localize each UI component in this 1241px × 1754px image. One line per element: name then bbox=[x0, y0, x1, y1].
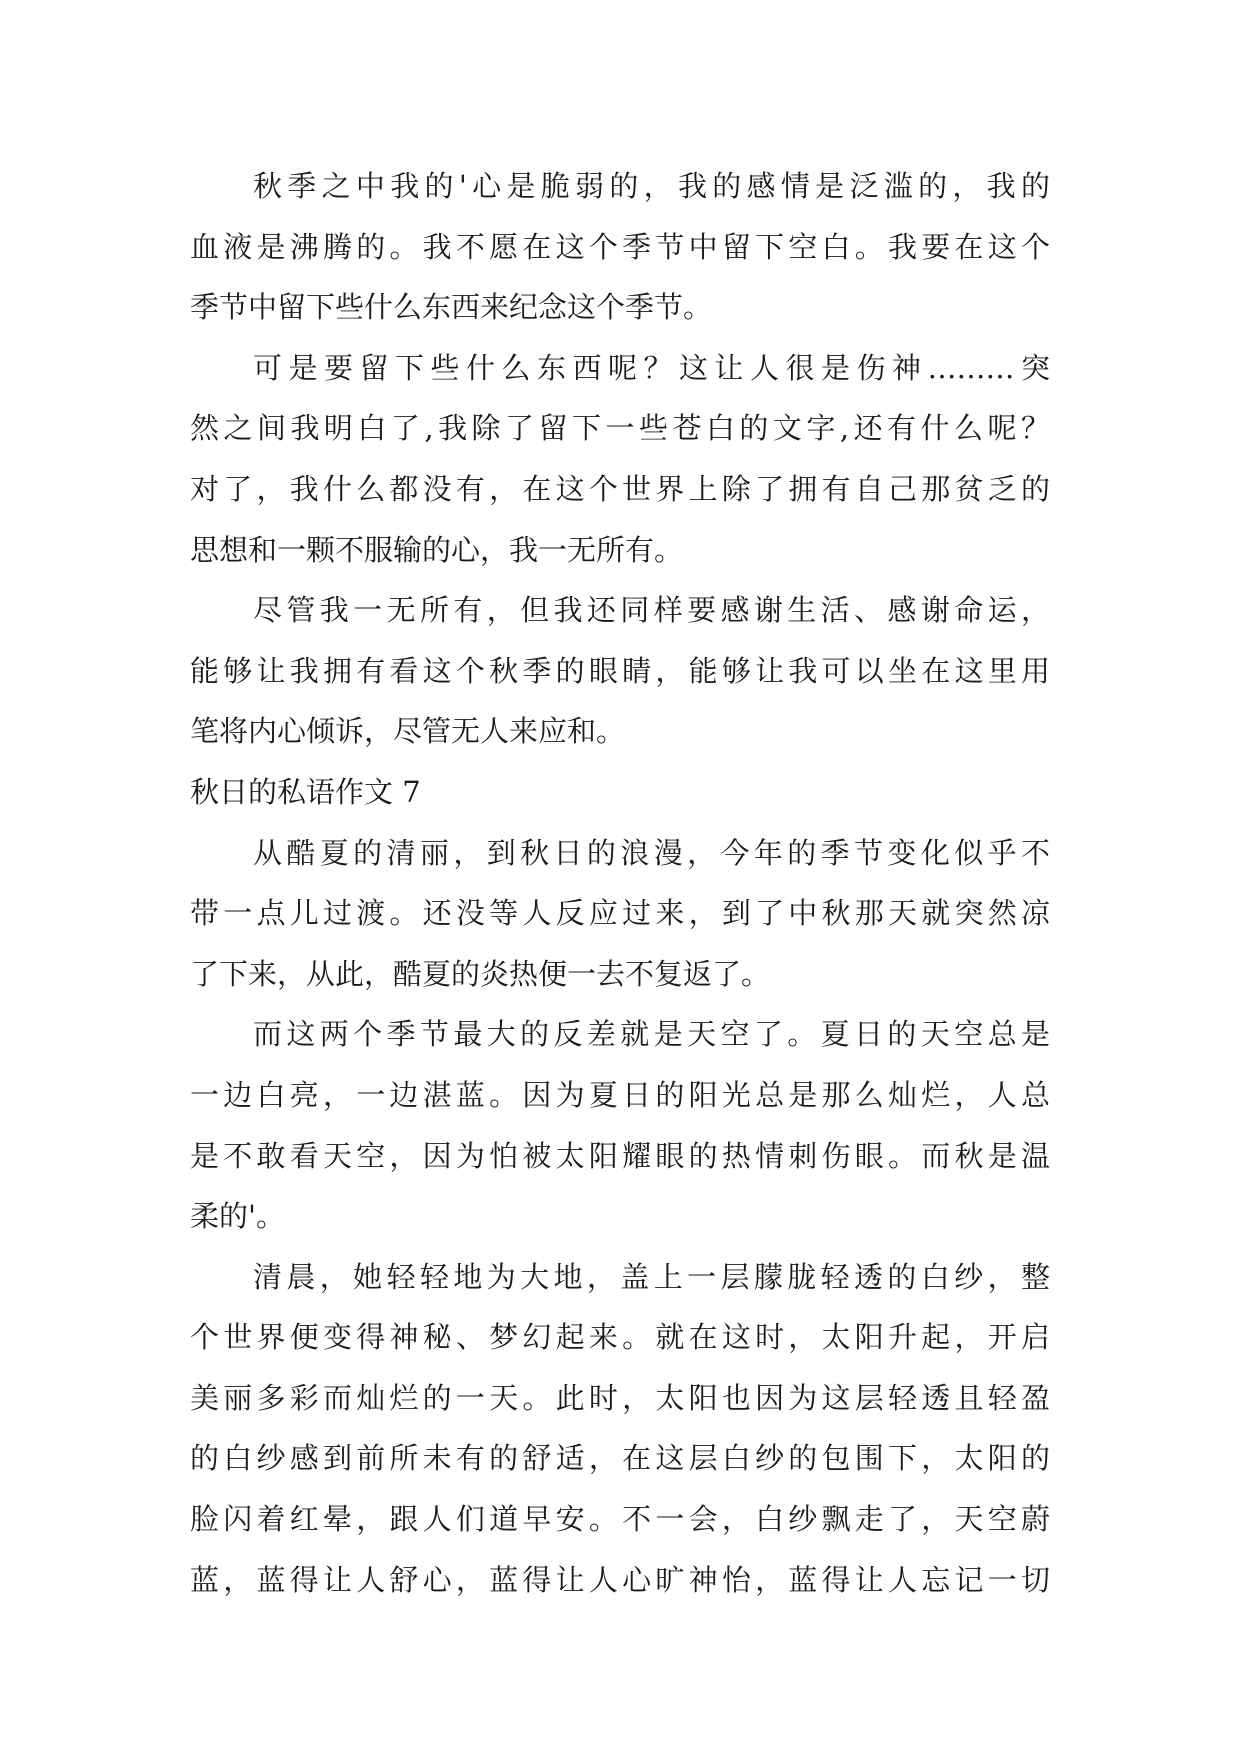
text-line: 个世界便变得神秘、梦幻起来。就在这时，太阳升起，开启 bbox=[190, 1320, 1050, 1355]
text-line: 血液是沸腾的。我不愿在这个季节中留下空白。我要在这个 bbox=[190, 229, 1050, 264]
heading-text: 秋日的私语作文 7 bbox=[190, 774, 421, 809]
paragraph-1 bbox=[190, 156, 1050, 338]
text-line: 能够让我拥有看这个秋季的眼睛，能够让我可以坐在这里用 bbox=[190, 653, 1050, 688]
text-line: 而这两个季节最大的反差就是天空了。夏日的天空总是 bbox=[253, 1017, 1050, 1052]
text-line: 可是要留下些什么东西呢？这让人很是伤神………突 bbox=[253, 350, 1050, 385]
text-line: 柔的'。 bbox=[190, 1199, 285, 1234]
text-line: 思想和一颗不服输的心，我一无所有。 bbox=[190, 532, 684, 567]
text-line: 脸闪着红晕，跟人们道早安。不一会，白纱飘走了，天空蔚 bbox=[190, 1502, 1050, 1537]
text-line: 了下来，从此，酷夏的炎热便一去不复返了。 bbox=[190, 956, 771, 991]
section-heading bbox=[190, 762, 1050, 823]
text-line: 尽管我一无所有，但我还同样要感谢生活、感谢命运， bbox=[253, 593, 1050, 628]
paragraph-6 bbox=[190, 1247, 1050, 1611]
text-line: 美丽多彩而灿烂的一天。此时，太阳也因为这层轻透且轻盈 bbox=[190, 1380, 1050, 1415]
text-line: 秋季之中我的'心是脆弱的，我的感情是泛滥的，我的 bbox=[253, 169, 1050, 203]
paragraph-5 bbox=[190, 1004, 1050, 1246]
text-line: 然之间我明白了,我除了留下一些苍白的文字,还有什么呢？ bbox=[190, 411, 1050, 446]
text-line: 的白纱感到前所未有的舒适，在这层白纱的包围下，太阳的 bbox=[190, 1441, 1050, 1476]
paragraph-3 bbox=[190, 580, 1050, 762]
text-line: 蓝，蓝得让人舒心，蓝得让人心旷神怡，蓝得让人忘记一切 bbox=[190, 1562, 1050, 1597]
text-line: 一边白亮，一边湛蓝。因为夏日的阳光总是那么灿烂，人总 bbox=[190, 1077, 1050, 1112]
text-line: 带一点儿过渡。还没等人反应过来，到了中秋那天就突然凉 bbox=[190, 896, 1050, 931]
text-line: 从酷夏的清丽，到秋日的浪漫，今年的季节变化似乎不 bbox=[253, 835, 1050, 870]
paragraph-4 bbox=[190, 823, 1050, 1005]
paragraph-2 bbox=[190, 338, 1050, 580]
document-body bbox=[190, 156, 1050, 1610]
text-line: 是不敢看天空，因为怕被太阳耀眼的热情刺伤眼。而秋是温 bbox=[190, 1138, 1050, 1173]
text-line: 清晨，她轻轻地为大地，盖上一层朦胧轻透的白纱，整 bbox=[253, 1259, 1050, 1294]
text-line: 笔将内心倾诉，尽管无人来应和。 bbox=[190, 714, 626, 749]
text-line: 季节中留下些什么东西来纪念这个季节。 bbox=[190, 290, 713, 325]
text-line: 对了，我什么都没有，在这个世界上除了拥有自己那贫乏的 bbox=[190, 471, 1050, 506]
